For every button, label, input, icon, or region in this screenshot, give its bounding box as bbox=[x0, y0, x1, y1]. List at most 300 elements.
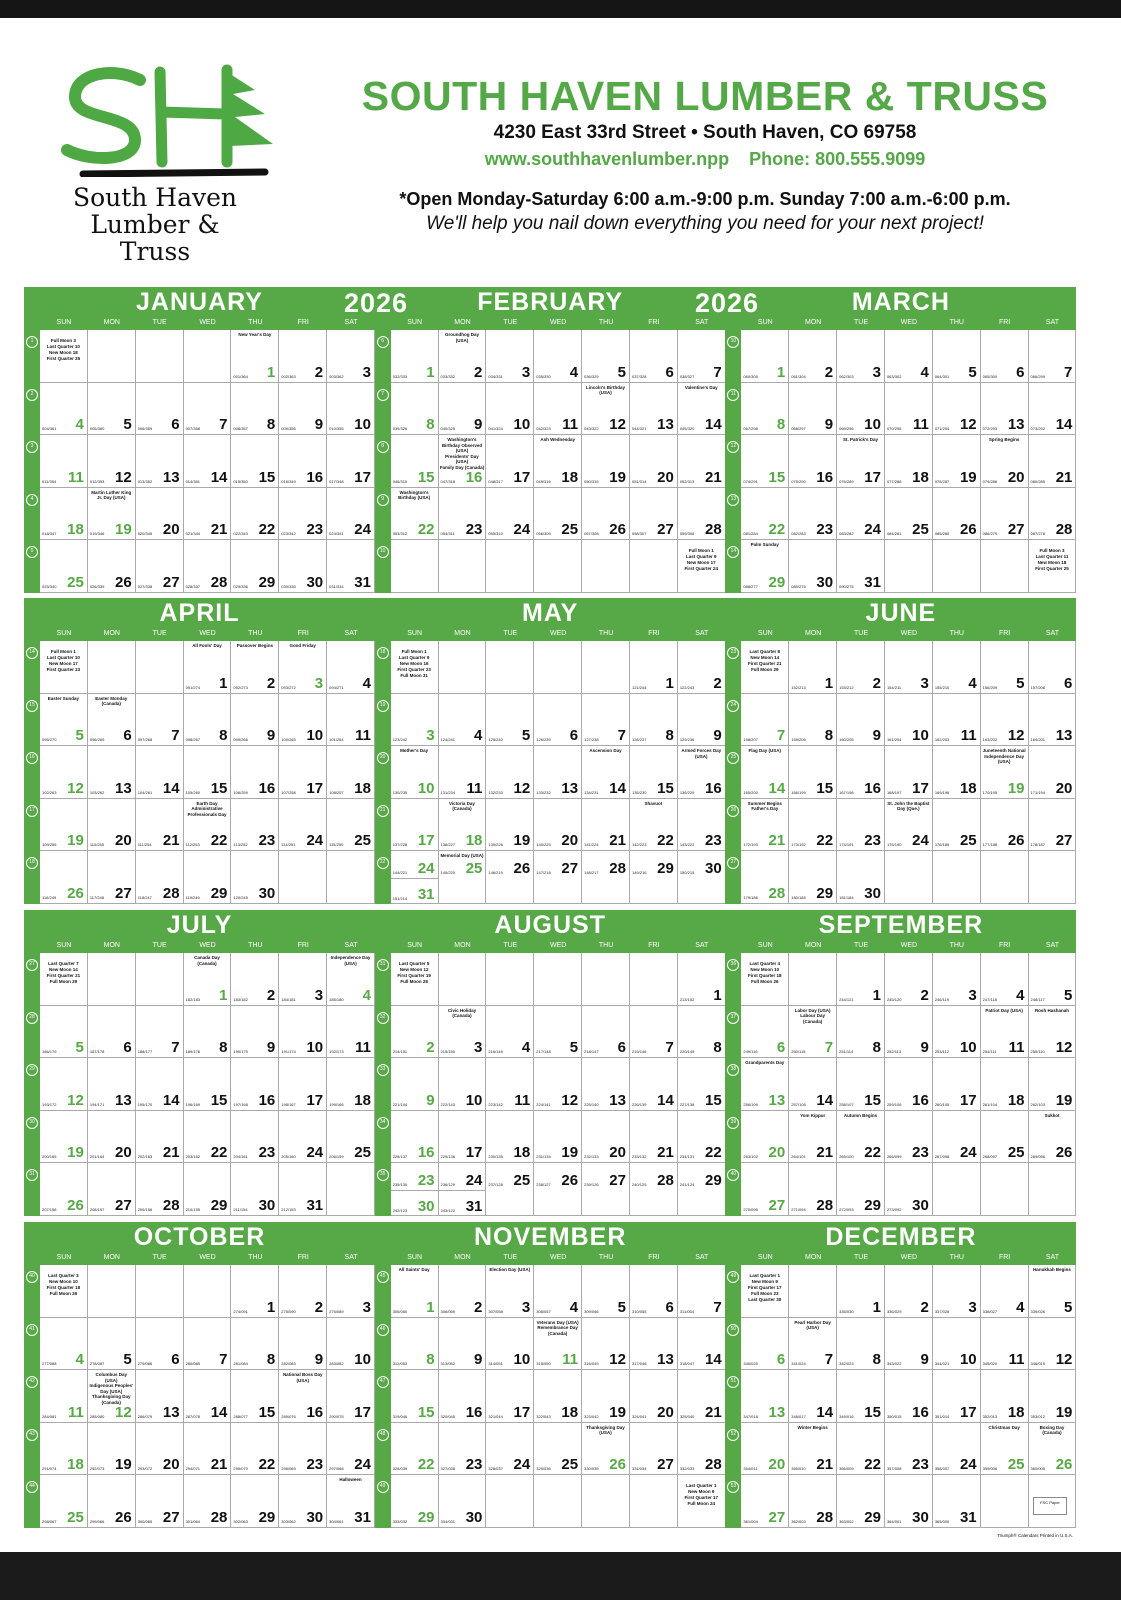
day-cell[interactable] bbox=[582, 851, 630, 904]
day-cell[interactable] bbox=[741, 851, 789, 904]
day-cell[interactable] bbox=[789, 1370, 837, 1423]
day-cell[interactable] bbox=[678, 1423, 726, 1476]
day-cell[interactable] bbox=[582, 1111, 630, 1164]
day-cell[interactable] bbox=[391, 383, 439, 436]
day-cell[interactable] bbox=[136, 383, 184, 436]
day-cell[interactable] bbox=[630, 799, 678, 852]
day-cell[interactable] bbox=[789, 1265, 837, 1318]
day-cell[interactable] bbox=[391, 1006, 439, 1059]
day-cell[interactable] bbox=[486, 694, 534, 747]
day-cell[interactable] bbox=[439, 383, 487, 436]
day-cell[interactable] bbox=[184, 1265, 232, 1318]
day-cell[interactable] bbox=[933, 641, 981, 694]
day-cell[interactable] bbox=[630, 330, 678, 383]
day-cell[interactable] bbox=[391, 540, 439, 593]
day-cell[interactable] bbox=[837, 383, 885, 436]
day-cell[interactable] bbox=[327, 383, 375, 436]
day-cell[interactable] bbox=[327, 540, 375, 593]
day-cell[interactable] bbox=[40, 1163, 88, 1216]
day-cell[interactable] bbox=[439, 694, 487, 747]
day-cell[interactable] bbox=[582, 799, 630, 852]
day-cell[interactable] bbox=[279, 435, 327, 488]
day-cell[interactable] bbox=[184, 1423, 232, 1476]
day-cell[interactable] bbox=[136, 694, 184, 747]
day-cell[interactable] bbox=[582, 641, 630, 694]
day-cell[interactable] bbox=[439, 953, 487, 1006]
day-cell[interactable] bbox=[184, 488, 232, 541]
day-cell[interactable] bbox=[327, 330, 375, 383]
day-cell[interactable] bbox=[88, 953, 136, 1006]
day-cell[interactable] bbox=[279, 1111, 327, 1164]
day-cell[interactable] bbox=[981, 641, 1029, 694]
day-cell[interactable] bbox=[582, 383, 630, 436]
day-cell[interactable] bbox=[439, 1111, 487, 1164]
day-cell[interactable] bbox=[486, 1318, 534, 1371]
day-cell[interactable] bbox=[678, 1111, 726, 1164]
day-cell[interactable] bbox=[486, 1111, 534, 1164]
day-cell[interactable] bbox=[88, 488, 136, 541]
day-cell[interactable] bbox=[582, 1318, 630, 1371]
day-cell[interactable] bbox=[439, 1370, 487, 1423]
day-cell[interactable] bbox=[327, 1423, 375, 1476]
day-cell[interactable] bbox=[439, 641, 487, 694]
day-cell[interactable] bbox=[327, 1370, 375, 1423]
day-cell[interactable] bbox=[741, 488, 789, 541]
day-cell[interactable] bbox=[391, 1058, 439, 1111]
day-cell[interactable] bbox=[981, 799, 1029, 852]
day-cell[interactable] bbox=[40, 1423, 88, 1476]
day-cell[interactable] bbox=[933, 383, 981, 436]
day-cell[interactable] bbox=[981, 1265, 1029, 1318]
day-cell[interactable] bbox=[40, 694, 88, 747]
day-cell[interactable] bbox=[327, 1318, 375, 1371]
day-cell[interactable] bbox=[486, 1006, 534, 1059]
day-cell[interactable] bbox=[486, 540, 534, 593]
day-cell[interactable] bbox=[136, 1111, 184, 1164]
day-cell[interactable] bbox=[789, 1058, 837, 1111]
day-cell[interactable] bbox=[279, 746, 327, 799]
day-cell[interactable] bbox=[534, 1111, 582, 1164]
day-cell[interactable] bbox=[391, 435, 439, 488]
day-cell[interactable] bbox=[885, 1318, 933, 1371]
day-cell[interactable] bbox=[391, 1265, 439, 1318]
day-cell[interactable] bbox=[981, 694, 1029, 747]
day-cell[interactable] bbox=[885, 953, 933, 1006]
day-cell[interactable] bbox=[136, 488, 184, 541]
day-cell[interactable] bbox=[40, 1006, 88, 1059]
day-cell[interactable] bbox=[534, 1058, 582, 1111]
day-cell[interactable] bbox=[1029, 746, 1077, 799]
day-cell[interactable] bbox=[630, 953, 678, 1006]
day-cell[interactable] bbox=[327, 641, 375, 694]
day-cell[interactable] bbox=[933, 435, 981, 488]
day-cell[interactable] bbox=[40, 435, 88, 488]
day-cell[interactable] bbox=[885, 488, 933, 541]
day-cell[interactable] bbox=[933, 1006, 981, 1059]
day-cell[interactable] bbox=[40, 1111, 88, 1164]
day-cell[interactable] bbox=[391, 1163, 439, 1216]
day-cell[interactable] bbox=[279, 1423, 327, 1476]
day-cell[interactable] bbox=[40, 953, 88, 1006]
day-cell[interactable] bbox=[486, 799, 534, 852]
day-cell[interactable] bbox=[837, 1265, 885, 1318]
day-cell[interactable] bbox=[741, 746, 789, 799]
day-cell[interactable] bbox=[678, 488, 726, 541]
day-cell[interactable] bbox=[184, 1163, 232, 1216]
day-cell[interactable] bbox=[837, 1111, 885, 1164]
day-cell[interactable] bbox=[741, 1006, 789, 1059]
day-cell[interactable] bbox=[486, 1423, 534, 1476]
day-cell[interactable] bbox=[40, 1265, 88, 1318]
day-cell[interactable] bbox=[184, 1318, 232, 1371]
day-cell[interactable] bbox=[231, 1370, 279, 1423]
day-cell[interactable] bbox=[439, 851, 487, 904]
day-cell[interactable] bbox=[933, 1318, 981, 1371]
day-cell[interactable] bbox=[741, 435, 789, 488]
day-cell[interactable] bbox=[88, 1370, 136, 1423]
day-cell[interactable] bbox=[837, 488, 885, 541]
day-cell[interactable] bbox=[837, 330, 885, 383]
day-cell[interactable] bbox=[279, 1265, 327, 1318]
day-cell[interactable] bbox=[391, 330, 439, 383]
day-cell[interactable] bbox=[1029, 694, 1077, 747]
day-cell[interactable] bbox=[678, 1475, 726, 1528]
day-cell[interactable] bbox=[136, 1006, 184, 1059]
day-cell[interactable] bbox=[678, 799, 726, 852]
day-cell[interactable] bbox=[885, 1163, 933, 1216]
day-cell[interactable] bbox=[136, 1370, 184, 1423]
day-cell[interactable] bbox=[1029, 435, 1077, 488]
day-cell[interactable] bbox=[789, 851, 837, 904]
day-cell[interactable] bbox=[40, 330, 88, 383]
day-cell[interactable] bbox=[391, 746, 439, 799]
day-cell[interactable] bbox=[1029, 641, 1077, 694]
day-cell[interactable] bbox=[534, 694, 582, 747]
day-cell[interactable] bbox=[981, 330, 1029, 383]
day-cell[interactable] bbox=[981, 1163, 1029, 1216]
day-cell[interactable] bbox=[741, 383, 789, 436]
day-cell[interactable] bbox=[184, 746, 232, 799]
day-cell[interactable] bbox=[837, 1370, 885, 1423]
day-cell[interactable] bbox=[789, 488, 837, 541]
day-cell[interactable] bbox=[885, 1265, 933, 1318]
day-cell[interactable] bbox=[933, 953, 981, 1006]
day-cell[interactable] bbox=[630, 1475, 678, 1528]
day-cell[interactable] bbox=[789, 1423, 837, 1476]
day-cell[interactable] bbox=[439, 1006, 487, 1059]
day-cell[interactable] bbox=[885, 435, 933, 488]
day-cell[interactable] bbox=[486, 1163, 534, 1216]
day-cell[interactable] bbox=[630, 1318, 678, 1371]
day-cell[interactable] bbox=[837, 746, 885, 799]
day-cell[interactable] bbox=[184, 799, 232, 852]
day-cell[interactable] bbox=[279, 1318, 327, 1371]
day-cell[interactable] bbox=[327, 746, 375, 799]
day-cell[interactable] bbox=[630, 1111, 678, 1164]
day-cell[interactable] bbox=[327, 953, 375, 1006]
day-cell[interactable] bbox=[1029, 488, 1077, 541]
day-cell[interactable] bbox=[933, 330, 981, 383]
day-cell[interactable] bbox=[630, 435, 678, 488]
day-cell[interactable] bbox=[837, 540, 885, 593]
day-cell[interactable] bbox=[391, 1318, 439, 1371]
day-cell[interactable] bbox=[1029, 799, 1077, 852]
day-cell[interactable] bbox=[439, 746, 487, 799]
day-cell[interactable] bbox=[933, 1111, 981, 1164]
day-cell[interactable] bbox=[279, 851, 327, 904]
day-cell[interactable] bbox=[184, 435, 232, 488]
day-cell[interactable] bbox=[630, 1163, 678, 1216]
day-cell[interactable] bbox=[40, 799, 88, 852]
day-cell[interactable] bbox=[534, 746, 582, 799]
day-cell[interactable] bbox=[981, 1111, 1029, 1164]
day-cell[interactable] bbox=[231, 1163, 279, 1216]
day-cell[interactable] bbox=[630, 746, 678, 799]
day-cell[interactable] bbox=[789, 1163, 837, 1216]
day-cell[interactable] bbox=[439, 435, 487, 488]
day-cell[interactable] bbox=[789, 1006, 837, 1059]
day-cell[interactable] bbox=[391, 953, 439, 1006]
day-cell[interactable] bbox=[582, 330, 630, 383]
day-cell[interactable] bbox=[678, 1006, 726, 1059]
day-cell[interactable] bbox=[136, 1163, 184, 1216]
day-cell[interactable] bbox=[885, 1475, 933, 1528]
day-cell[interactable] bbox=[88, 799, 136, 852]
day-cell[interactable] bbox=[136, 435, 184, 488]
day-cell[interactable] bbox=[88, 330, 136, 383]
day-cell[interactable] bbox=[327, 1475, 375, 1528]
day-cell[interactable] bbox=[582, 1163, 630, 1216]
day-cell[interactable] bbox=[327, 435, 375, 488]
day-cell[interactable] bbox=[534, 851, 582, 904]
day-cell[interactable] bbox=[630, 1058, 678, 1111]
day-cell[interactable] bbox=[981, 1318, 1029, 1371]
day-cell[interactable] bbox=[1029, 1111, 1077, 1164]
day-cell[interactable] bbox=[678, 1058, 726, 1111]
day-cell[interactable] bbox=[88, 1111, 136, 1164]
day-cell[interactable] bbox=[678, 383, 726, 436]
day-cell[interactable] bbox=[534, 1265, 582, 1318]
day-cell[interactable] bbox=[741, 1163, 789, 1216]
day-cell[interactable] bbox=[678, 1265, 726, 1318]
day-cell[interactable] bbox=[439, 1318, 487, 1371]
day-cell[interactable] bbox=[327, 488, 375, 541]
day-cell[interactable] bbox=[136, 851, 184, 904]
day-cell[interactable] bbox=[231, 1058, 279, 1111]
day-cell[interactable] bbox=[40, 540, 88, 593]
day-cell[interactable] bbox=[1029, 851, 1077, 904]
day-cell[interactable] bbox=[439, 1163, 487, 1216]
day-cell[interactable] bbox=[327, 1006, 375, 1059]
day-cell[interactable] bbox=[391, 641, 439, 694]
day-cell[interactable] bbox=[40, 488, 88, 541]
day-cell[interactable] bbox=[40, 746, 88, 799]
day-cell[interactable] bbox=[582, 1475, 630, 1528]
day-cell[interactable] bbox=[885, 383, 933, 436]
day-cell[interactable] bbox=[88, 1423, 136, 1476]
day-cell[interactable] bbox=[981, 1475, 1029, 1528]
day-cell[interactable] bbox=[981, 953, 1029, 1006]
day-cell[interactable] bbox=[231, 488, 279, 541]
day-cell[interactable] bbox=[184, 641, 232, 694]
day-cell[interactable] bbox=[582, 746, 630, 799]
day-cell[interactable] bbox=[279, 1163, 327, 1216]
day-cell[interactable] bbox=[885, 694, 933, 747]
day-cell[interactable] bbox=[534, 953, 582, 1006]
day-cell[interactable] bbox=[231, 435, 279, 488]
day-cell[interactable] bbox=[534, 435, 582, 488]
day-cell[interactable] bbox=[439, 330, 487, 383]
day-cell[interactable] bbox=[933, 540, 981, 593]
day-cell[interactable] bbox=[678, 540, 726, 593]
day-cell[interactable] bbox=[933, 746, 981, 799]
day-cell[interactable] bbox=[885, 330, 933, 383]
day-cell[interactable] bbox=[741, 799, 789, 852]
day-cell[interactable] bbox=[231, 1423, 279, 1476]
day-cell[interactable] bbox=[582, 1423, 630, 1476]
day-cell[interactable] bbox=[885, 1370, 933, 1423]
day-cell[interactable] bbox=[534, 799, 582, 852]
day-cell[interactable] bbox=[885, 799, 933, 852]
day-cell[interactable] bbox=[279, 1006, 327, 1059]
day-cell[interactable] bbox=[279, 540, 327, 593]
day-cell[interactable] bbox=[837, 1163, 885, 1216]
day-cell[interactable] bbox=[136, 953, 184, 1006]
day-cell[interactable] bbox=[231, 383, 279, 436]
day-cell[interactable] bbox=[741, 641, 789, 694]
day-cell[interactable] bbox=[136, 1423, 184, 1476]
day-cell[interactable] bbox=[981, 1006, 1029, 1059]
day-cell[interactable] bbox=[741, 1423, 789, 1476]
day-cell[interactable] bbox=[1029, 1318, 1077, 1371]
day-cell[interactable] bbox=[885, 540, 933, 593]
day-cell[interactable] bbox=[88, 1265, 136, 1318]
day-cell[interactable] bbox=[885, 1423, 933, 1476]
day-cell[interactable] bbox=[439, 488, 487, 541]
day-cell[interactable] bbox=[279, 953, 327, 1006]
day-cell[interactable] bbox=[885, 1058, 933, 1111]
day-cell[interactable] bbox=[231, 540, 279, 593]
day-cell[interactable] bbox=[582, 1058, 630, 1111]
day-cell[interactable] bbox=[630, 1423, 678, 1476]
day-cell[interactable] bbox=[88, 1475, 136, 1528]
day-cell[interactable] bbox=[184, 383, 232, 436]
day-cell[interactable] bbox=[279, 799, 327, 852]
day-cell[interactable] bbox=[741, 1111, 789, 1164]
day-cell[interactable] bbox=[630, 488, 678, 541]
day-cell[interactable] bbox=[789, 1475, 837, 1528]
day-cell[interactable] bbox=[981, 383, 1029, 436]
day-cell[interactable] bbox=[582, 1370, 630, 1423]
day-cell[interactable] bbox=[534, 330, 582, 383]
day-cell[interactable] bbox=[630, 540, 678, 593]
day-cell[interactable] bbox=[789, 435, 837, 488]
day-cell[interactable] bbox=[391, 851, 439, 904]
day-cell[interactable] bbox=[933, 1423, 981, 1476]
day-cell[interactable] bbox=[933, 694, 981, 747]
day-cell[interactable] bbox=[582, 953, 630, 1006]
day-cell[interactable] bbox=[678, 746, 726, 799]
day-cell[interactable] bbox=[231, 1111, 279, 1164]
day-cell[interactable] bbox=[88, 694, 136, 747]
day-cell[interactable] bbox=[184, 1475, 232, 1528]
day-cell[interactable] bbox=[88, 540, 136, 593]
day-cell[interactable] bbox=[741, 1370, 789, 1423]
day-cell[interactable] bbox=[837, 694, 885, 747]
day-cell[interactable] bbox=[486, 953, 534, 1006]
day-cell[interactable] bbox=[1029, 1265, 1077, 1318]
day-cell[interactable] bbox=[40, 383, 88, 436]
day-cell[interactable] bbox=[231, 1006, 279, 1059]
day-cell[interactable] bbox=[885, 641, 933, 694]
day-cell[interactable] bbox=[630, 694, 678, 747]
day-cell[interactable] bbox=[391, 1111, 439, 1164]
day-cell[interactable] bbox=[678, 851, 726, 904]
day-cell[interactable] bbox=[885, 746, 933, 799]
day-cell[interactable] bbox=[40, 1370, 88, 1423]
day-cell[interactable] bbox=[231, 1475, 279, 1528]
day-cell[interactable] bbox=[439, 1058, 487, 1111]
day-cell[interactable] bbox=[582, 1265, 630, 1318]
day-cell[interactable] bbox=[184, 1058, 232, 1111]
day-cell[interactable] bbox=[741, 1475, 789, 1528]
day-cell[interactable] bbox=[534, 540, 582, 593]
day-cell[interactable] bbox=[136, 799, 184, 852]
day-cell[interactable] bbox=[741, 694, 789, 747]
day-cell[interactable] bbox=[231, 953, 279, 1006]
day-cell[interactable] bbox=[837, 1475, 885, 1528]
day-cell[interactable] bbox=[789, 1111, 837, 1164]
day-cell[interactable] bbox=[789, 799, 837, 852]
day-cell[interactable] bbox=[327, 1265, 375, 1318]
day-cell[interactable] bbox=[88, 1006, 136, 1059]
day-cell[interactable] bbox=[486, 1058, 534, 1111]
day-cell[interactable] bbox=[630, 383, 678, 436]
day-cell[interactable] bbox=[184, 1370, 232, 1423]
day-cell[interactable] bbox=[184, 330, 232, 383]
day-cell[interactable] bbox=[630, 641, 678, 694]
day-cell[interactable] bbox=[741, 540, 789, 593]
day-cell[interactable] bbox=[439, 1475, 487, 1528]
day-cell[interactable] bbox=[1029, 1163, 1077, 1216]
day-cell[interactable] bbox=[933, 1475, 981, 1528]
day-cell[interactable] bbox=[582, 488, 630, 541]
day-cell[interactable] bbox=[981, 1370, 1029, 1423]
day-cell[interactable] bbox=[981, 1423, 1029, 1476]
day-cell[interactable] bbox=[933, 1265, 981, 1318]
day-cell[interactable] bbox=[741, 330, 789, 383]
day-cell[interactable] bbox=[981, 435, 1029, 488]
day-cell[interactable] bbox=[741, 953, 789, 1006]
day-cell[interactable] bbox=[678, 641, 726, 694]
day-cell[interactable] bbox=[678, 330, 726, 383]
day-cell[interactable] bbox=[231, 330, 279, 383]
day-cell[interactable] bbox=[184, 540, 232, 593]
day-cell[interactable] bbox=[40, 641, 88, 694]
day-cell[interactable] bbox=[678, 1318, 726, 1371]
day-cell[interactable] bbox=[1029, 1370, 1077, 1423]
day-cell[interactable] bbox=[534, 488, 582, 541]
day-cell[interactable] bbox=[279, 330, 327, 383]
day-cell[interactable] bbox=[486, 1370, 534, 1423]
day-cell[interactable] bbox=[933, 799, 981, 852]
day-cell[interactable] bbox=[981, 1058, 1029, 1111]
day-cell[interactable] bbox=[678, 694, 726, 747]
day-cell[interactable] bbox=[136, 746, 184, 799]
day-cell[interactable] bbox=[630, 1265, 678, 1318]
day-cell[interactable] bbox=[88, 641, 136, 694]
day-cell[interactable] bbox=[678, 1163, 726, 1216]
